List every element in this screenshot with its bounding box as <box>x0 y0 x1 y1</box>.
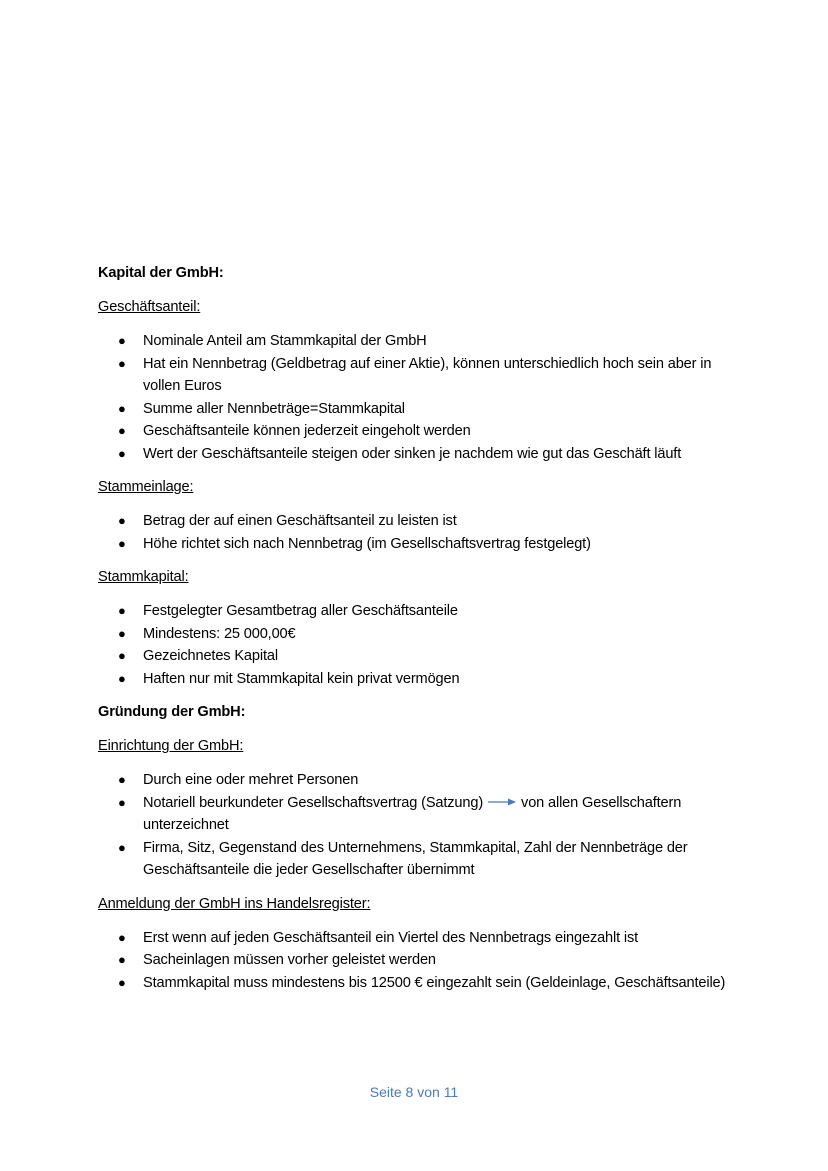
list-item: ● Hat ein Nennbetrag (Geldbetrag auf einer Aktie), können unterschiedlich hoch sein aber in vollen Euros <box>98 353 738 398</box>
bullet-dot-icon: ● <box>118 423 126 438</box>
list-item: ● Betrag der auf einen Geschäftsanteil zu leisten ist <box>98 510 738 533</box>
bullet-dot-icon: ● <box>118 333 126 348</box>
list-anmeldung <box>98 927 738 995</box>
subheading-anmeldung: Anmeldung der GmbH ins Handelsregister: <box>98 895 371 912</box>
bullet-dot-icon: ● <box>118 445 126 461</box>
list-item: ● Firma, Sitz, Gegenstand des Unternehmens, Stammkapital, Zahl der Nennbeträge der Geschäftsanteile die jeder Gesellschafter übernimmt <box>98 837 738 882</box>
subheading-stammkapital: Stammkapital: <box>98 569 189 585</box>
bullet-dot-icon: ● <box>118 648 126 663</box>
arrow-right-icon <box>487 792 517 815</box>
bullet-dot-icon: ● <box>118 603 126 618</box>
list-item: ● Höhe richtet sich nach Nennbetrag (im Gesellschaftsvertrag festgelegt) <box>98 533 738 556</box>
list-item: ● Summe aller Nennbeträge=Stammkapital <box>98 398 738 421</box>
list-item: ● Mindestens: 25 000,00€ <box>98 623 738 646</box>
bullet-dot-icon: ● <box>118 974 126 990</box>
list-stammeinlage <box>98 510 738 555</box>
bullet-dot-icon: ● <box>118 670 126 686</box>
subheading-geschaeftsanteil: Geschäftsanteil: <box>98 299 201 315</box>
bullet-dot-icon: ● <box>118 535 126 551</box>
bullet-dot-icon: ● <box>118 513 126 528</box>
list-item: ● Notariell beurkundeter Gesellschaftsvertrag (Satzung) von allen Gesellschaftern unterzeichnet <box>98 792 738 837</box>
bullet-dot-icon: ● <box>118 794 126 810</box>
list-einrichtung <box>98 769 738 882</box>
list-item: ● Sacheinlagen müssen vorher geleistet werden <box>98 949 738 972</box>
list-item: ● Festgelegter Gesamtbetrag aller Geschäftsanteile <box>98 600 738 623</box>
bullet-dot-icon: ● <box>118 839 126 855</box>
bullet-dot-icon: ● <box>118 355 126 371</box>
bullet-dot-icon: ● <box>118 952 126 968</box>
list-item: ● Geschäftsanteile können jederzeit eingeholt werden <box>98 420 738 443</box>
list-item: ● Gezeichnetes Kapital <box>98 645 738 668</box>
subheading-einrichtung: Einrichtung der GmbH: <box>98 738 244 754</box>
page-content <box>98 262 738 994</box>
list-geschaeftsanteil <box>98 330 738 465</box>
list-stammkapital <box>98 600 738 690</box>
bullet-dot-icon: ● <box>118 400 126 416</box>
subheading-stammeinlage: Stammeinlage: <box>98 479 194 495</box>
list-item: ● Nominale Anteil am Stammkapital der GmbH <box>98 330 738 353</box>
list-item: ● Wert der Geschäftsanteile steigen oder sinken je nachdem wie gut das Geschäft läuft <box>98 443 738 466</box>
bullet-dot-icon: ● <box>118 625 126 641</box>
list-item: ● Durch eine oder mehret Personen <box>98 769 738 792</box>
section-title-kapital: Kapital der GmbH: <box>98 265 224 281</box>
list-item: ● Erst wenn auf jeden Geschäftsanteil ein Viertel des Nennbetrags eingezahlt ist <box>98 927 738 950</box>
list-item: ● Haften nur mit Stammkapital kein privat vermögen <box>98 668 738 691</box>
bullet-dot-icon: ● <box>118 772 126 787</box>
list-item: ● Stammkapital muss mindestens bis 12500 € eingezahlt sein (Geldeinlage, Geschäftsanteile) <box>98 972 738 995</box>
bullet-dot-icon: ● <box>118 929 126 945</box>
section-title-gruendung: Gründung der GmbH: <box>98 704 246 720</box>
page-number-footer: Seite 8 von 11 <box>369 1084 459 1100</box>
